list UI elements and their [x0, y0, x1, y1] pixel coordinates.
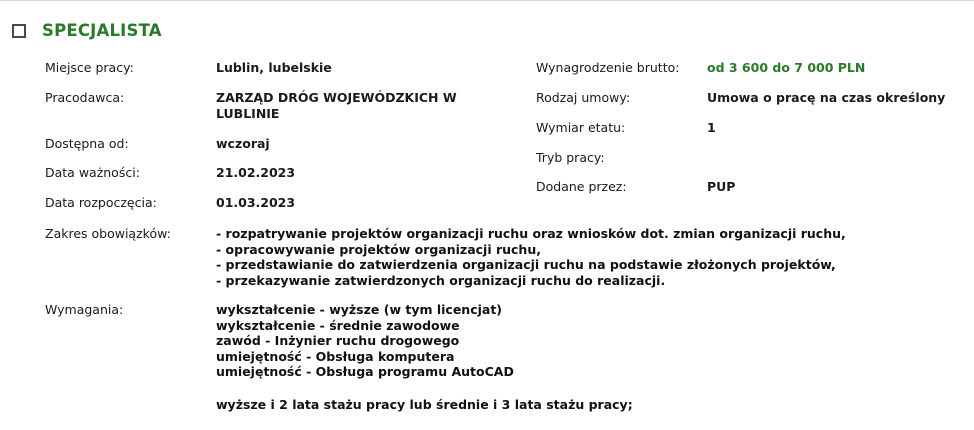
requirements-note: wyższe i 2 lata stażu pracy lub średnie i 3 lata stażu pracy;	[216, 397, 633, 412]
start-date-value: 01.03.2023	[216, 195, 296, 210]
requirement-item: wykształcenie - wyższe (w tym licencjat)	[216, 302, 503, 317]
work-hours-label: Wymiar etatu:	[536, 120, 626, 135]
top-divider	[0, 0, 974, 1]
requirement-item: wykształcenie - średnie zawodowe	[216, 317, 460, 333]
expiry-value: 21.02.2023	[216, 165, 296, 180]
location-value: Lublin, lubelskie	[216, 60, 332, 75]
requirement-item: zawód - Inżynier ruchu drogowego	[216, 333, 460, 348]
available-value: wczoraj	[216, 136, 270, 151]
requirement-item: umiejętność - Obsługa programu AutoCAD	[216, 364, 514, 379]
duty-item: - przekazywanie zatwierdzonych organizacji ruchu do realizacji.	[216, 272, 666, 288]
employer-label: Pracodawca:	[45, 90, 125, 105]
salary-value: od 3 600 do 7 000 PLN	[707, 60, 866, 75]
work-hours-value: 1	[707, 120, 716, 135]
requirements-label: Wymagania:	[45, 302, 124, 317]
employer-value-line1: ZARZĄD DRÓG WOJEWÓDZKICH W	[216, 90, 457, 105]
requirements-list	[216, 302, 514, 380]
start-date-label: Data rozpoczęcia:	[45, 195, 157, 210]
job-title: SPECJALISTA	[42, 21, 162, 40]
duty-item: - opracowywanie projektów organizacji ruchu,	[216, 241, 541, 257]
select-offer-checkbox[interactable]	[12, 24, 26, 38]
duties-label: Zakres obowiązków:	[45, 226, 171, 241]
duty-item: - przedstawianie do zatwierdzenia organizacji ruchu na podstawie złożonych projektów,	[216, 257, 836, 272]
employer-value-line2: LUBLINIE	[216, 106, 280, 121]
work-mode-label: Tryb pracy:	[536, 150, 605, 165]
added-by-value: PUP	[707, 179, 736, 194]
salary-label: Wynagrodzenie brutto:	[536, 60, 680, 75]
duties-list	[216, 226, 846, 288]
available-label: Dostępna od:	[45, 136, 129, 151]
contract-type-value: Umowa o pracę na czas określony	[707, 90, 946, 105]
duty-item: - rozpatrywanie projektów organizacji ruchu oraz wniosków dot. zmian organizacji ruchu,	[216, 226, 846, 241]
contract-type-label: Rodzaj umowy:	[536, 90, 631, 105]
location-label: Miejsce pracy:	[45, 60, 134, 75]
requirement-item: umiejętność - Obsługa komputera	[216, 348, 455, 364]
expiry-label: Data ważności:	[45, 165, 140, 180]
added-by-label: Dodane przez:	[536, 179, 627, 194]
